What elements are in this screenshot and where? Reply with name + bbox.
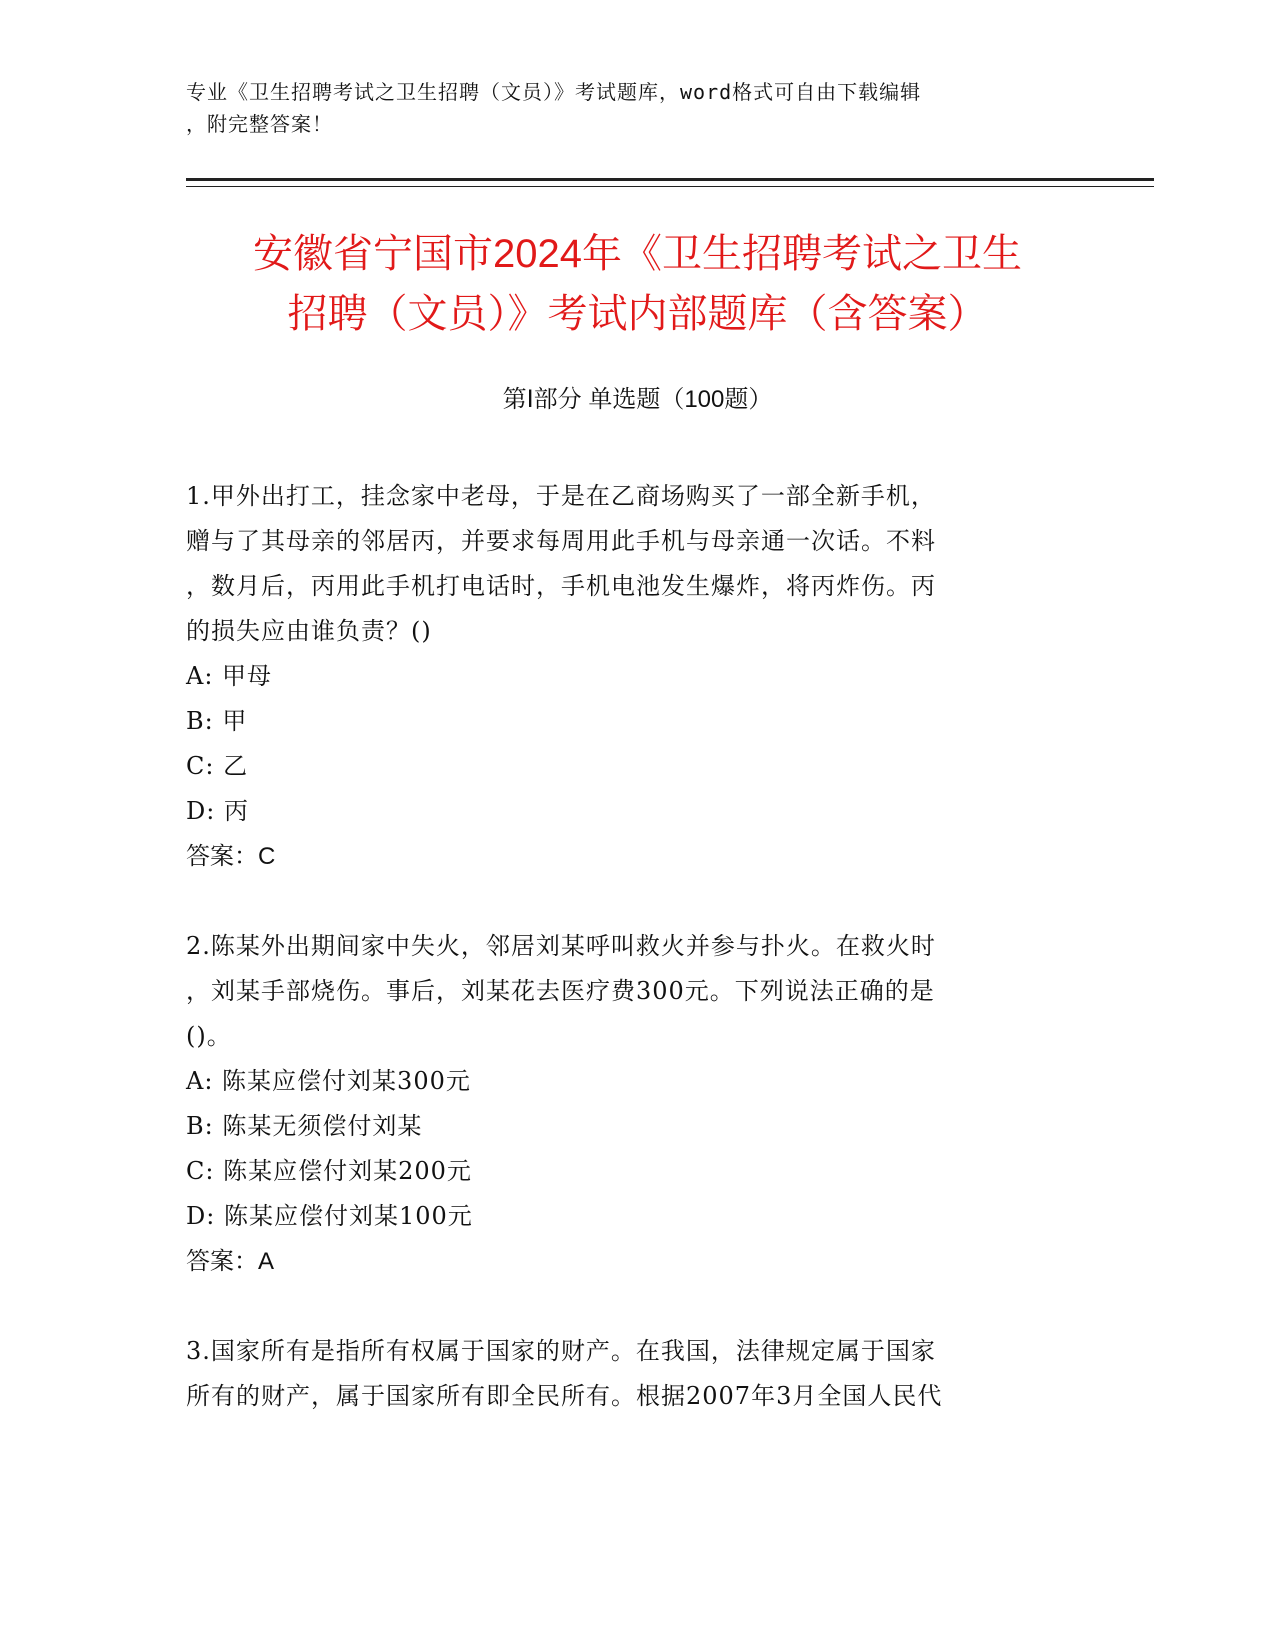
- question-2-stem-line: 2.陈某外出期间家中失火，邻居刘某呼叫救火并参与扑火。在救火时: [186, 932, 936, 960]
- question-1: [186, 474, 1066, 879]
- section-heading: 第Ⅰ部分 单选题（100题）: [502, 386, 773, 413]
- question-2-stem-line: ()。: [186, 1022, 232, 1050]
- question-1-option-d: D: 丙: [186, 797, 249, 825]
- header-divider-thick: [186, 178, 1154, 181]
- question-1-stem-line: 的损失应由谁负责？(): [186, 617, 432, 645]
- question-2-answer: 答案：A: [186, 1248, 275, 1275]
- question-3-stem-line: 3.国家所有是指所有权属于国家的财产。在我国，法律规定属于国家: [186, 1337, 936, 1365]
- document-title-line-1: 安徽省宁国市2024年《卫生招聘考试之卫生: [253, 232, 1022, 276]
- question-3: [186, 1329, 1066, 1419]
- question-2-option-c: C: 陈某应偿付刘某200元: [186, 1157, 472, 1185]
- question-1-option-a: A: 甲母: [186, 662, 273, 690]
- header-note-line-2: ，附完整答案！: [186, 112, 333, 136]
- document-title-line-2: 招聘（文员）》考试内部题库（含答案）: [287, 292, 988, 336]
- question-1-option-c: C: 乙: [186, 752, 249, 780]
- question-2-option-d: D: 陈某应偿付刘某100元: [186, 1202, 473, 1230]
- header-note-line-1: 专业《卫生招聘考试之卫生招聘（文员）》考试题库，word格式可自由下载编辑: [186, 80, 922, 104]
- question-1-stem-line: ，数月后，丙用此手机打电话时，手机电池发生爆炸，将丙炸伤。丙: [186, 572, 936, 600]
- question-2-option-a: A: 陈某应偿付刘某300元: [186, 1067, 471, 1095]
- question-list: [186, 474, 1066, 1419]
- header-note: [186, 76, 1086, 140]
- question-1-answer: 答案：C: [186, 843, 276, 870]
- question-3-stem-line: 所有的财产，属于国家所有即全民所有。根据2007年3月全国人民代: [186, 1382, 943, 1410]
- question-1-stem-line: 1.甲外出打工，挂念家中老母，于是在乙商场购买了一部全新手机，: [186, 482, 936, 510]
- question-1-option-b: B: 甲: [186, 707, 248, 735]
- question-2-stem-line: ，刘某手部烧伤。事后，刘某花去医疗费300元。下列说法正确的是: [186, 977, 935, 1005]
- document-title: [160, 224, 1115, 344]
- question-2: [186, 924, 1066, 1284]
- question-1-stem-line: 赠与了其母亲的邻居丙，并要求每周用此手机与母亲通一次话。不料: [186, 527, 936, 555]
- question-2-option-b: B: 陈某无须偿付刘某: [186, 1112, 423, 1140]
- header-divider-thin: [186, 186, 1154, 187]
